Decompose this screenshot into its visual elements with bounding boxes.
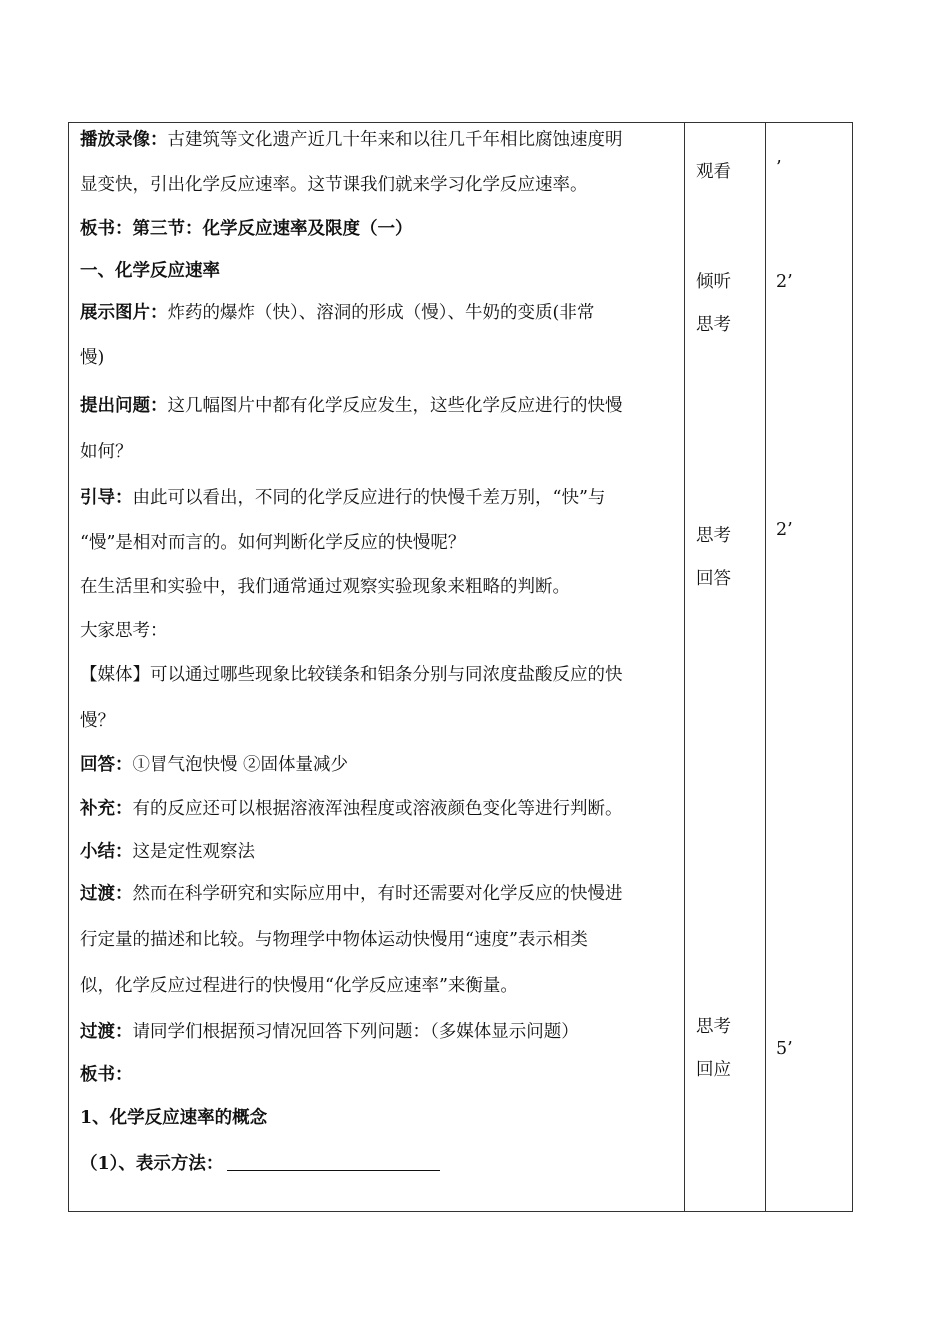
content-line [80, 883, 623, 905]
content-line [80, 302, 594, 324]
content-text: 慢？ [80, 711, 115, 731]
content-line [80, 1152, 440, 1175]
content-line [80, 532, 465, 554]
content-text: 1、化学反应速率的概念 [80, 1108, 268, 1128]
activity-think: 思考 [696, 1017, 731, 1037]
activity-watch: 观看 [696, 162, 731, 182]
content-text: 似，化学反应过程进行的快慢用“化学反应速率”来衡量。 [80, 976, 518, 996]
content-text: 这是定性观察法 [132, 842, 255, 862]
column-divider [684, 123, 685, 1211]
content-line [80, 841, 255, 863]
content-text: 如何？ [80, 442, 133, 462]
content-text: 在生活里和实验中，我们通常通过观察实验现象来粗略的判断。 [80, 577, 570, 597]
content-line [80, 395, 623, 417]
content-line [80, 620, 168, 642]
content-line [80, 260, 220, 282]
content-text: 显变快，引出化学反应速率。这节课我们就来学习化学反应速率。 [80, 175, 588, 195]
content-line [80, 1107, 267, 1129]
content-label: 板书： [80, 1065, 133, 1085]
content-label: 引导： [80, 488, 133, 508]
column-divider [765, 123, 766, 1211]
content-line [80, 487, 605, 509]
content-line [80, 798, 623, 820]
content-label: 补充： [80, 799, 133, 819]
content-text: 然而在科学研究和实际应用中，有时还需要对化学反应的快慢进 [132, 884, 623, 904]
content-text: 这几幅图片中都有化学反应发生，这些化学反应进行的快慢 [167, 396, 623, 416]
content-label: 播放录像： [80, 130, 168, 150]
content-text: 大家思考： [80, 621, 168, 641]
content-line [80, 174, 588, 196]
content-text: 行定量的描述和比较。与物理学中物体运动快慢用“速度”表示相类 [80, 930, 588, 950]
answer-blank [227, 1152, 440, 1171]
content-text: 由此可以看出，不同的化学反应进行的快慢千差万别，“快”与 [132, 488, 606, 508]
content-text: 请同学们根据预习情况回答下列问题：（多媒体显示问题） [132, 1022, 579, 1042]
content-line [80, 664, 623, 686]
activity-think: 思考 [696, 315, 731, 335]
content-line [80, 576, 570, 598]
lesson-plan-table [68, 122, 853, 1212]
content-line [80, 929, 588, 951]
time-mark: 2’ [776, 272, 793, 292]
content-line [80, 218, 413, 240]
content-line [80, 754, 348, 776]
activity-answer: 回答 [696, 569, 731, 589]
activity-listen: 倾听 [696, 272, 731, 292]
content-line [80, 1064, 133, 1086]
content-text: 第三节：化学反应速率及限度（一） [132, 219, 413, 239]
content-label: 板书： [80, 219, 133, 239]
content-line [80, 441, 133, 463]
content-label: 提出问题： [80, 396, 168, 416]
content-text: 慢) [80, 348, 105, 368]
content-line [80, 1021, 579, 1043]
content-text: “慢”是相对而言的。如何判断化学反应的快慢呢？ [80, 533, 466, 553]
content-text: （1）、表示方法： [80, 1154, 224, 1174]
content-text: 炸药的爆炸（快）、溶洞的形成（慢）、牛奶的变质(非常 [167, 303, 595, 323]
time-mark: ’ [776, 158, 782, 178]
content-text: 有的反应还可以根据溶液浑浊程度或溶液颜色变化等进行判断。 [132, 799, 623, 819]
content-text: 【媒体】可以通过哪些现象比较镁条和铝条分别与同浓度盐酸反应的快 [80, 665, 623, 685]
activity-respond: 回应 [696, 1060, 731, 1080]
content-line [80, 710, 115, 732]
time-mark: 2’ [776, 520, 793, 540]
content-line [80, 129, 623, 151]
content-label: 小结： [80, 842, 133, 862]
activity-think: 思考 [696, 526, 731, 546]
content-text: 古建筑等文化遗产近几十年来和以往几千年相比腐蚀速度明 [167, 130, 623, 150]
content-label: 过渡： [80, 1022, 133, 1042]
content-label: 回答： [80, 755, 133, 775]
content-line [80, 975, 518, 997]
content-text: ①冒气泡快慢 ②固体量减少 [132, 755, 349, 775]
content-text: 一、化学反应速率 [80, 261, 220, 281]
content-line [80, 347, 104, 369]
time-mark: 5’ [776, 1039, 793, 1059]
content-label: 过渡： [80, 884, 133, 904]
content-label: 展示图片： [80, 303, 168, 323]
